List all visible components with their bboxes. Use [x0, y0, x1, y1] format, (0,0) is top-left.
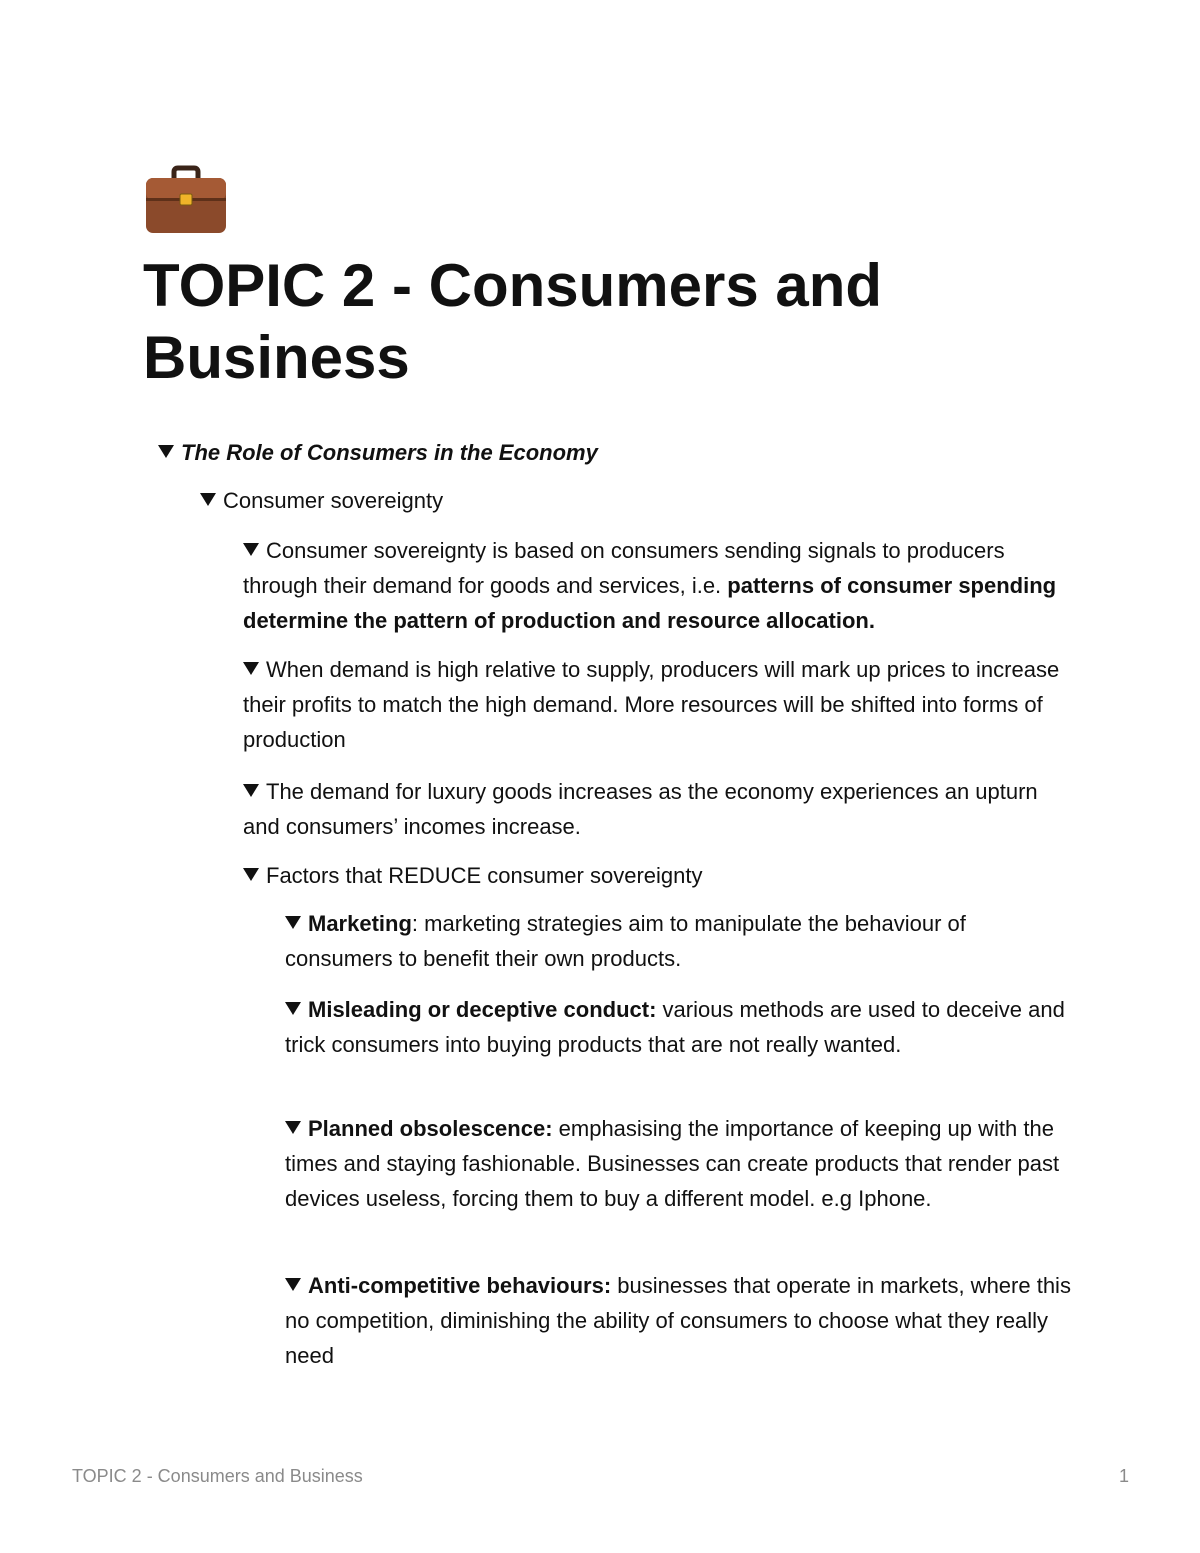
toggle-triangle-icon[interactable] [285, 1278, 301, 1291]
toggle-role-of-consumers[interactable] [158, 435, 598, 470]
factor-label: Anti-competitive behaviours: [308, 1273, 612, 1298]
page-number: 1 [1119, 1466, 1130, 1486]
toggle-factor-anti-competitive[interactable] [285, 1268, 1075, 1373]
toggle-factor-marketing[interactable] [285, 906, 1075, 976]
toggle-triangle-icon[interactable] [243, 784, 259, 797]
toggle-triangle-icon[interactable] [285, 916, 301, 929]
toggle-consumer-sovereignty[interactable] [200, 483, 443, 518]
factor-text: : marketing strategies aim to manipulate the behaviour of consumers to benefit their own products. [285, 911, 966, 971]
toggle-point-reduce-factors[interactable] [243, 858, 1073, 893]
briefcase-icon [144, 165, 228, 235]
toggle-triangle-icon[interactable] [243, 543, 259, 556]
point-text: When demand is high relative to supply, producers will mark up prices to increase their profits to match the high demand. More resources will be shifted into forms of production [243, 657, 1060, 752]
toggle-triangle-icon[interactable] [243, 662, 259, 675]
subsection-heading: Consumer sovereignty [223, 488, 444, 513]
page-title: TOPIC 2 - Consumers and Business [143, 252, 883, 391]
footer-title: TOPIC 2 - Consumers and Business [72, 1466, 363, 1486]
toggle-factor-misleading[interactable] [285, 992, 1075, 1062]
toggle-triangle-icon[interactable] [285, 1121, 301, 1134]
toggle-triangle-icon[interactable] [200, 493, 216, 506]
point-emphasis: patterns of consumer spending determine the pattern of production and resource allocation. [243, 573, 1057, 633]
section-heading: The Role of Consumers in the Economy [181, 440, 598, 465]
factor-text: businesses that operate in markets, where this no competition, diminishing the ability of consumers to choose what they really need [285, 1273, 1071, 1368]
factor-label: Planned obsolescence: [308, 1116, 553, 1141]
toggle-triangle-icon[interactable] [243, 868, 259, 881]
point-text: The demand for luxury goods increases as the economy experiences an upturn and consumers’ incomes increase. [243, 779, 1038, 839]
toggle-triangle-icon[interactable] [285, 1002, 301, 1015]
factor-text: emphasising the importance of keeping up with the times and staying fashionable. Businesses can create products that render past devices useless, forcing them to buy a different model. e.g Iphone. [285, 1116, 1060, 1211]
toggle-triangle-icon[interactable] [158, 445, 174, 458]
toggle-factor-obsolescence[interactable] [285, 1111, 1075, 1216]
toggle-point-signals[interactable] [243, 533, 1073, 638]
factor-text: various methods are used to deceive and trick consumers into buying products that are not really wanted. [285, 997, 1065, 1057]
point-text: Factors that REDUCE consumer sovereignty [266, 863, 703, 888]
toggle-point-luxury-goods[interactable] [243, 774, 1073, 844]
point-text: Consumer sovereignty is based on consumers sending signals to producers through their demand for goods and services, i.e. [243, 538, 1005, 598]
factor-label: Marketing [308, 911, 412, 936]
toggle-point-demand-high[interactable] [243, 652, 1073, 757]
factor-label: Misleading or deceptive conduct: [308, 997, 657, 1022]
